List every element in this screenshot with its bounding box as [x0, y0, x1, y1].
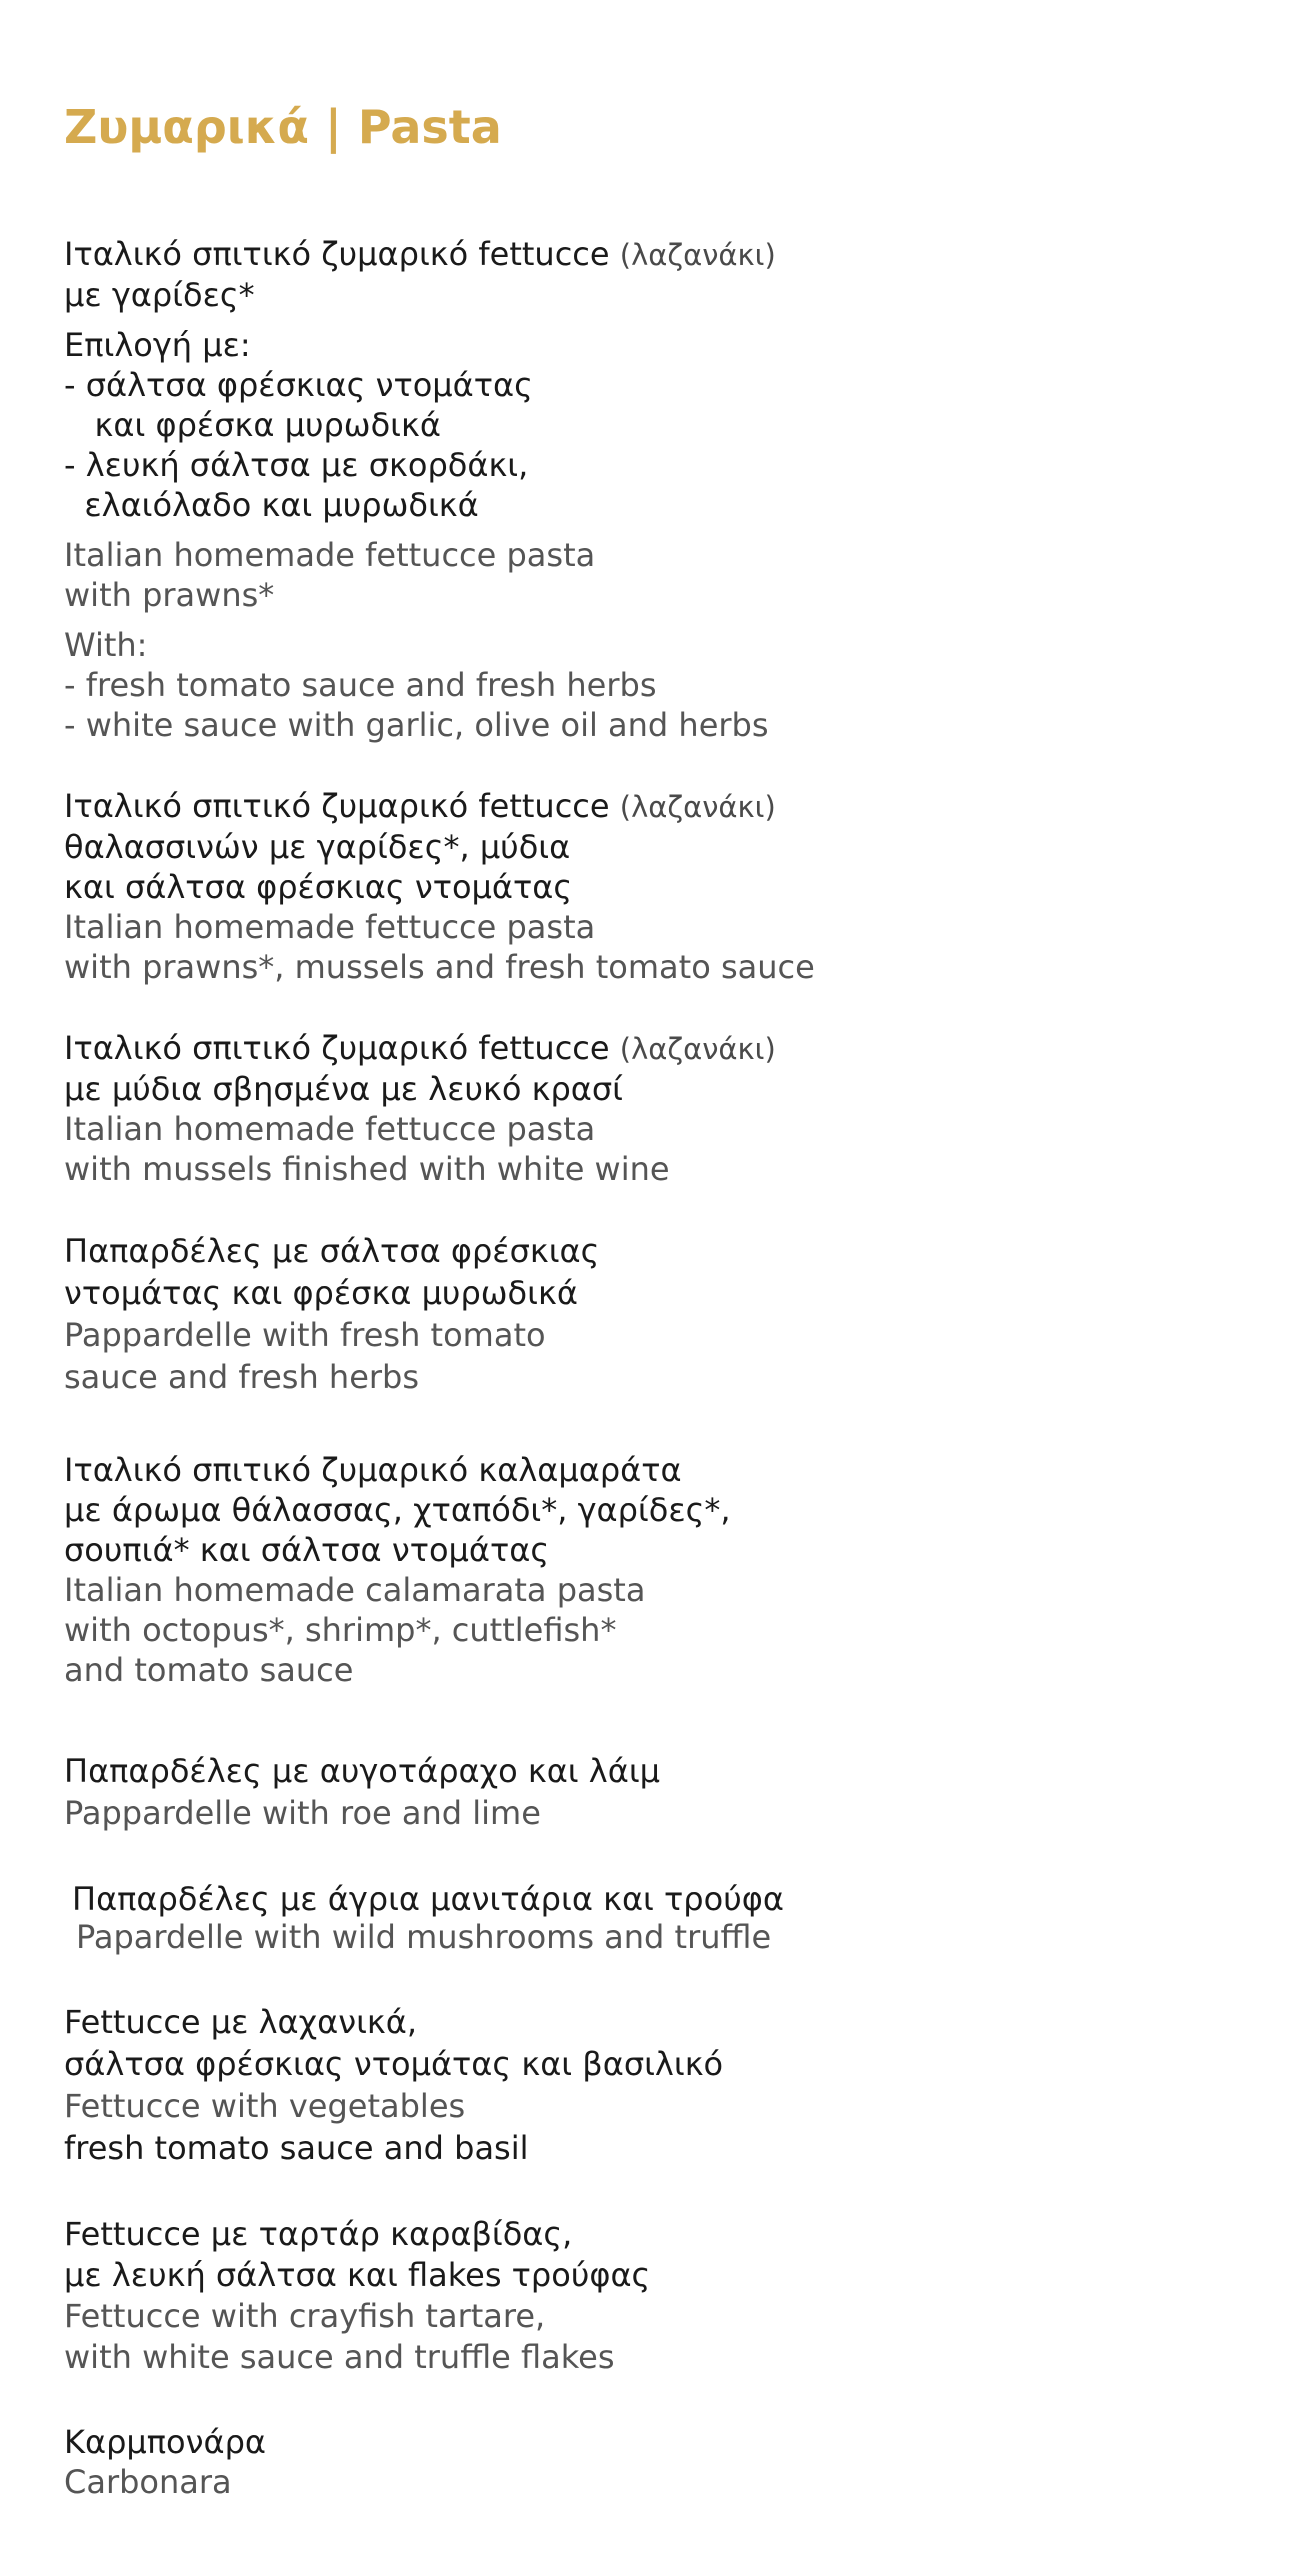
item-greek-name: [64, 1028, 776, 1069]
item-greek-line: και σάλτσα φρέσκιας ντομάτας: [64, 868, 573, 906]
spacer: [64, 525, 776, 535]
menu-item: [72, 1880, 784, 1956]
spacer: [64, 615, 776, 625]
item-option-line: ελαιόλαδο και μυρωδικά: [64, 486, 479, 524]
item-greek-line: σάλτσα φρέσκιας ντομάτας και βασιλικό: [64, 2045, 724, 2083]
item-greek-name: Παπαρδέλες με αυγοτάραχο και λάιμ: [64, 1752, 661, 1790]
item-english-name: Papardelle with wild mushrooms and truffle: [76, 1918, 772, 1956]
item-english-option-line: - white sauce with garlic, olive oil and herbs: [64, 706, 769, 744]
menu-item: [64, 1028, 776, 1189]
item-greek-line: με άρωμα θάλασσας, χταπόδι*, γαρίδες*,: [64, 1491, 731, 1529]
item-option-line: και φρέσκα μυρωδικά: [64, 406, 441, 444]
item-english-name: Fettucce with crayfish tartare,: [64, 2297, 546, 2335]
item-english-name: Carbonara: [64, 2463, 232, 2501]
item-greek-line: ντομάτας και φρέσκα μυρωδικά: [64, 1274, 578, 1312]
item-english-option-line: - fresh tomato sauce and fresh herbs: [64, 666, 657, 704]
item-greek-name: Καρμπονάρα: [64, 2423, 266, 2461]
item-greek-name-main: Ιταλικό σπιτικό ζυμαρικό fettucce: [64, 235, 610, 273]
item-english-line: with mussels finished with white wine: [64, 1150, 670, 1188]
item-english-line: and tomato sauce: [64, 1651, 354, 1689]
item-english-line: with white sauce and truffle flakes: [64, 2338, 615, 2376]
menu-item: [64, 2001, 723, 2169]
item-english-name: Fettucce with vegetables: [64, 2087, 466, 2125]
item-greek-name: Fettucce με ταρτάρ καραβίδας,: [64, 2215, 573, 2253]
item-option-line: - λευκή σάλτσα με σκορδάκι,: [64, 446, 529, 484]
spacer: [64, 315, 776, 325]
menu-item: [64, 1230, 599, 1398]
item-english-name: Italian homemade fettucce pasta: [64, 536, 596, 574]
item-english-name: Pappardelle with fresh tomato: [64, 1316, 546, 1354]
item-greek-note: (λαζανάκι): [619, 238, 776, 272]
item-english-name: Italian homemade fettucce pasta: [64, 1110, 596, 1148]
menu-item: [64, 2214, 650, 2378]
item-option-line: - σάλτσα φρέσκιας ντομάτας: [64, 366, 533, 404]
item-greek-name: Fettucce με λαχανικά,: [64, 2003, 418, 2041]
item-english-name: Italian homemade calamarata pasta: [64, 1571, 646, 1609]
item-greek-note: (λαζανάκι): [619, 1032, 776, 1066]
section-title: Ζυμαρικά | Pasta: [64, 100, 502, 154]
menu-item: [64, 1450, 731, 1690]
item-greek-name: [64, 786, 815, 827]
item-greek-name: [64, 234, 776, 275]
menu-item: [64, 786, 815, 987]
item-greek-line: με γαρίδες*: [64, 276, 255, 314]
menu-item: [64, 234, 776, 745]
item-greek-name: Παπαρδέλες με σάλτσα φρέσκιας: [64, 1232, 600, 1270]
item-greek-name-main: Ιταλικό σπιτικό ζυμαρικό fettucce: [64, 1029, 610, 1067]
menu-item: [64, 1750, 660, 1834]
item-english-line: with prawns*: [64, 576, 275, 614]
item-greek-name: Παπαρδέλες με άγρια μανιτάρια και τρούφα: [72, 1880, 784, 1918]
item-english-line: with prawns*, mussels and fresh tomato sauce: [64, 948, 815, 986]
menu-item: [64, 2422, 266, 2502]
item-greek-note: (λαζανάκι): [619, 790, 776, 824]
item-english-name: Italian homemade fettucce pasta: [64, 908, 596, 946]
item-english-name: Pappardelle with roe and lime: [64, 1794, 541, 1832]
item-english-options-intro: With:: [64, 626, 148, 664]
item-greek-name: Ιταλικό σπιτικό ζυμαρικό καλαμαράτα: [64, 1451, 682, 1489]
item-greek-line: σουπιά* και σάλτσα ντομάτας: [64, 1531, 550, 1569]
item-english-line: with octopus*, shrimp*, cuttlefish*: [64, 1611, 617, 1649]
item-greek-line: με μύδια σβησμένα με λευκό κρασί: [64, 1070, 623, 1108]
item-greek-line: θαλασσινών με γαρίδες*, μύδια: [64, 828, 571, 866]
item-options-intro: Επιλογή με:: [64, 326, 251, 364]
item-english-line: fresh tomato sauce and basil: [64, 2129, 529, 2167]
item-greek-name-main: Ιταλικό σπιτικό ζυμαρικό fettucce: [64, 787, 610, 825]
item-greek-line: με λευκή σάλτσα και flakes τρούφας: [64, 2256, 651, 2294]
item-english-line: sauce and fresh herbs: [64, 1358, 420, 1396]
